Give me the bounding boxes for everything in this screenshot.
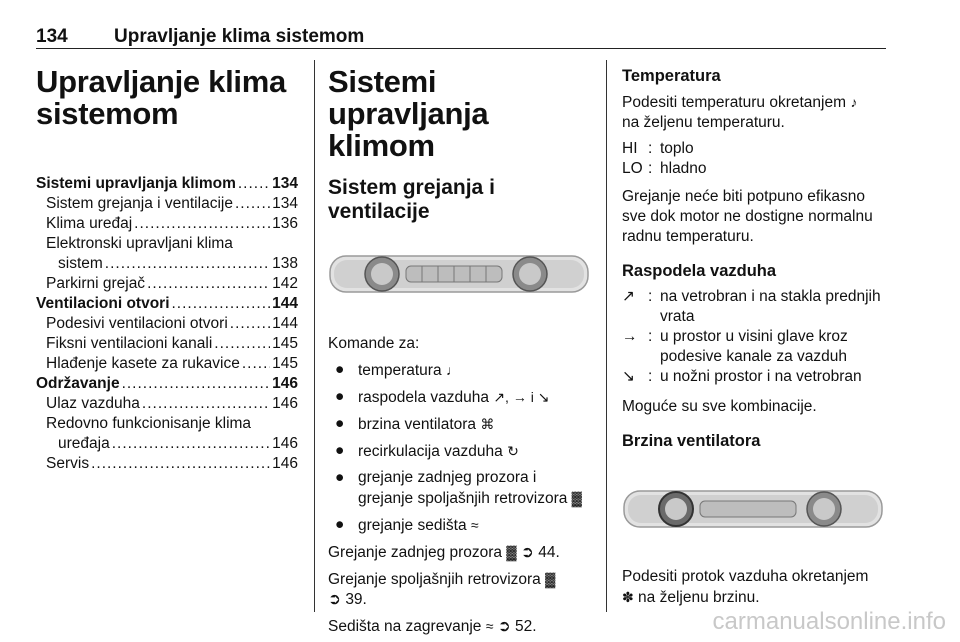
toc-entry[interactable] [36,394,298,414]
toc-entry[interactable] [36,354,298,374]
list-item [328,515,590,536]
toc-leader [147,274,270,294]
toc-entry[interactable] [36,214,298,234]
toc-label: Ventilacioni otvori [36,295,170,312]
toc-leader [142,394,270,414]
toc-entry[interactable] [36,334,298,354]
toc-label: uređaja [58,435,110,452]
list-item [328,360,590,381]
page-header [36,20,886,49]
control-symbol-icon: ↻ [507,443,519,459]
distribution-list [622,287,888,387]
toc-entry[interactable] [36,274,298,294]
toc-page: 146 [272,435,298,452]
rear-window-ref: Grejanje zadnjeg prozora ▓ ➲ 44. [328,544,560,561]
bullet-icon: ● [335,388,345,405]
watermark: carmanualsonline.info [712,608,946,635]
controls-intro: Komande za: [328,335,420,352]
distribution-heading: Raspodela vazduha [622,262,777,280]
toc-label: Sistem grejanja i ventilacije [46,195,233,212]
toc-entry[interactable] [36,254,298,274]
toc-label: Podesivi ventilacioni otvori [46,315,228,332]
mirror-heat-icon: ▓ [545,571,556,587]
toc-label: sistem [58,255,103,272]
toc-entry[interactable]: Redovno funkcionisanje klima [46,415,252,432]
toc-entry[interactable] [36,294,298,314]
toc-leader [91,454,270,474]
section-title: Sistemi upravljanja klimom [328,64,489,163]
toc-page: 134 [272,175,298,192]
right-column [622,58,888,608]
toc-leader [172,294,271,314]
ref-arrow-icon: ➲ [328,591,341,608]
distribution-text: na vetrobran i na stakla prednjih vrata [660,288,881,325]
toc-page: 134 [272,195,298,212]
list-item [328,387,590,408]
list-item-text: raspodela vazduha [358,389,489,406]
ref-arrow-icon: ➲ [520,544,534,561]
toc-leader [235,194,270,214]
ref-arrow-icon: ➲ [497,618,511,635]
column-divider [606,60,607,612]
toc-page: 138 [272,255,298,272]
toc-leader [238,174,270,194]
toc-leader [105,254,270,274]
toc-entry[interactable] [36,174,298,194]
toc-page: 145 [272,335,298,352]
toc-label: Održavanje [36,375,120,392]
seat-ref: Sedišta na zagrevanje ≈ ➲ 52. [328,618,537,635]
temperature-note: Grejanje neće biti potpuno efikasno sve dok motor ne dostigne normalnu radnu temperaturu. [622,188,873,245]
toc-page: 144 [272,295,298,312]
middle-column [328,58,590,637]
fan-panel-illustration [622,479,884,539]
combinations-text: Moguće su sve kombinacije. [622,398,817,415]
bullet-icon: ● [335,361,345,378]
thermometer-icon: ♪ [850,94,858,110]
toc-entry[interactable] [36,434,298,454]
airflow-icon: ↘ [622,368,635,385]
column-divider [314,60,315,612]
toc-leader [242,354,270,374]
toc-page: 146 [272,455,298,472]
toc-leader [214,334,270,354]
toc-page: 146 [272,395,298,412]
seat-heat-icon: ≈ [485,618,494,634]
toc-entry[interactable] [36,314,298,334]
control-symbol-icon: ♩ [445,362,460,378]
toc-label: Servis [46,455,90,472]
airflow-icon: → [622,328,638,345]
distribution-text: u nožni prostor i na vetrobran [660,368,862,385]
bullet-icon: ● [335,442,345,459]
table-of-contents [36,174,298,474]
toc-leader [112,434,270,454]
chapter-title: Upravljanje klima sistemom [36,64,286,131]
hi-row: HI : toplo [622,140,694,157]
list-item-text: grejanje zadnjeg prozora i grejanje spoljašnjih retrovizora [358,469,568,507]
list-item-text: brzina ventilatora [358,416,477,433]
toc-label: Klima uređaj [46,215,133,232]
distribution-text: u prostor u visini glave kroz podesive kanale za vazduh [660,328,848,365]
page-number: 134 [36,26,68,47]
control-symbol-icon: ≈ [470,517,479,533]
lo-row: LO : hladno [622,160,707,177]
distribution-item: → : u prostor u visini glave kroz podesive kanale za vazduh [622,327,888,367]
toc-leader [134,214,270,234]
toc-label: Fiksni ventilacioni kanali [46,335,213,352]
toc-leader [122,374,271,394]
control-panel-illustration [328,244,590,304]
controls-list [328,360,590,536]
fan-text: Podesiti protok vazduha okretanjem ✽ na željenu brzinu. [622,568,869,606]
rear-heat-icon: ▓ [506,544,517,560]
toc-label: Hlađenje kasete za rukavice [46,355,240,372]
left-column [36,58,298,474]
toc-page: 145 [272,355,298,372]
toc-page: 146 [272,375,298,392]
list-item-text: grejanje sedišta [358,517,467,534]
list-item-text: recirkulacija vazduha [358,443,503,460]
fan-heading: Brzina ventilatora [622,432,761,450]
distribution-item: ↘ : u nožni prostor i na vetrobran [622,367,888,387]
list-item-text: temperatura [358,362,442,379]
toc-entry[interactable] [36,374,298,394]
temperature-heading: Temperatura [622,67,721,85]
toc-entry[interactable] [36,454,298,474]
temperature-text: Podesiti temperaturu okretanjem ♪ na željenu temperaturu. [622,94,858,131]
toc-entry[interactable] [36,194,298,214]
control-symbol-icon: ▓ [571,490,582,506]
toc-label: Ulaz vazduha [46,395,140,412]
airflow-icon: ↗ [622,288,635,305]
toc-page: 142 [272,275,298,292]
mirror-ref: Grejanje spoljašnjih retrovizora ▓ ➲ 39. [328,571,556,608]
control-symbol-icon: ⌘ [480,416,495,432]
toc-entry[interactable]: Elektronski upravljani klima [46,235,233,252]
control-symbol-icon: ↗, → i ↘ [493,389,550,405]
toc-leader [230,314,270,334]
list-item [328,414,590,435]
toc-label: Sistemi upravljanja klimom [36,175,236,192]
toc-label: Parkirni grejač [46,275,146,292]
bullet-icon: ● [335,516,345,533]
distribution-item: ↗ : na vetrobran i na stakla prednjih vrata [622,287,888,327]
subsection-title: Sistem grejanja i ventilacije [328,176,495,223]
list-item [328,468,590,509]
toc-page: 136 [272,215,298,232]
toc-page: 144 [272,315,298,332]
list-item [328,441,590,462]
header-title: Upravljanje klima sistemom [114,26,365,47]
bullet-icon: ● [335,415,345,432]
fan-icon: ✽ [622,589,634,605]
bullet-icon: ● [335,469,345,486]
